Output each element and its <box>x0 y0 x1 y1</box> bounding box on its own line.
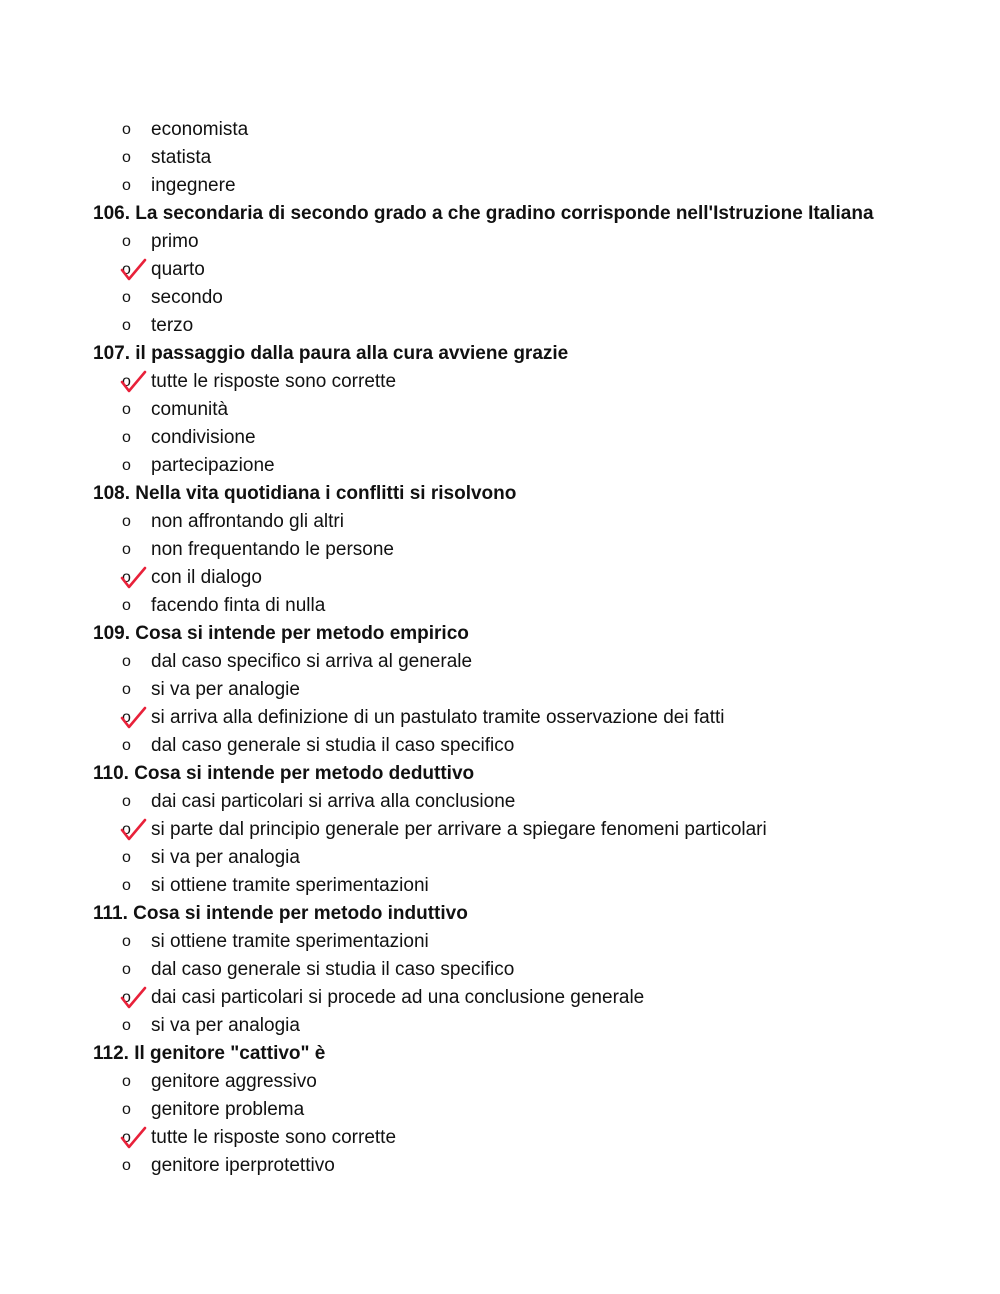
option-label: dal caso generale si studia il caso specifico <box>151 735 515 756</box>
option-label: genitore aggressivo <box>151 1071 317 1092</box>
answer-option-correct <box>0 1124 1000 1152</box>
option-label: si va per analogie <box>151 679 300 700</box>
circle-bullet-icon: o <box>122 737 131 754</box>
option-label: si arriva alla definizione di un pastulato tramite osservazione dei fatti <box>151 707 725 728</box>
option-label: terzo <box>151 315 194 336</box>
circle-bullet-icon: o <box>122 961 131 978</box>
circle-bullet-icon: o <box>122 457 131 474</box>
circle-bullet-icon: o <box>122 373 131 390</box>
answer-option <box>0 172 1000 200</box>
answer-option <box>0 424 1000 452</box>
circle-bullet-icon: o <box>122 149 131 166</box>
option-label: quarto <box>151 259 205 280</box>
answer-option <box>0 1152 1000 1180</box>
answer-option-correct <box>0 704 1000 732</box>
circle-bullet-icon: o <box>122 1017 131 1034</box>
answer-option-correct <box>0 984 1000 1012</box>
answer-option <box>0 956 1000 984</box>
circle-bullet-icon: o <box>122 681 131 698</box>
option-label: si ottiene tramite sperimentazioni <box>151 875 429 896</box>
question-heading: 111. Cosa si intende per metodo induttivo <box>93 903 468 924</box>
answer-option-correct <box>0 368 1000 396</box>
option-label: si parte dal principio generale per arrivare a spiegare fenomeni particolari <box>151 819 767 840</box>
circle-bullet-icon: o <box>122 1101 131 1118</box>
answer-option <box>0 788 1000 816</box>
option-label: secondo <box>151 287 223 308</box>
circle-bullet-icon: o <box>122 821 131 838</box>
answer-option <box>0 228 1000 256</box>
circle-bullet-icon: o <box>122 709 131 726</box>
answer-option <box>0 396 1000 424</box>
question-heading: 106. La secondaria di secondo grado a che gradino corrisponde nell'Istruzione Italiana <box>93 203 874 224</box>
answer-option-correct <box>0 816 1000 844</box>
red-checkmark-icon <box>118 986 148 1010</box>
option-label: tutte le risposte sono corrette <box>151 371 397 392</box>
circle-bullet-icon: o <box>122 401 131 418</box>
circle-bullet-icon: o <box>122 989 131 1006</box>
circle-bullet-icon: o <box>122 933 131 950</box>
red-checkmark-icon <box>118 566 148 590</box>
answer-option <box>0 732 1000 760</box>
option-label: tutte le risposte sono corrette <box>151 1127 397 1148</box>
question-heading: 112. Il genitore "cattivo" è <box>93 1043 326 1064</box>
answer-option <box>0 536 1000 564</box>
option-label: ingegnere <box>151 175 236 196</box>
circle-bullet-icon: o <box>122 541 131 558</box>
answer-option <box>0 872 1000 900</box>
circle-bullet-icon: o <box>122 877 131 894</box>
option-label: non frequentando le persone <box>151 539 394 560</box>
circle-bullet-icon: o <box>122 1129 131 1146</box>
question-heading: 110. Cosa si intende per metodo deduttivo <box>93 763 475 784</box>
option-label: con il dialogo <box>151 567 262 588</box>
answer-option-correct <box>0 564 1000 592</box>
circle-bullet-icon: o <box>122 1157 131 1174</box>
answer-option <box>0 1012 1000 1040</box>
answer-option <box>0 116 1000 144</box>
answer-option <box>0 144 1000 172</box>
circle-bullet-icon: o <box>122 121 131 138</box>
circle-bullet-icon: o <box>122 429 131 446</box>
answer-option <box>0 284 1000 312</box>
answer-option <box>0 312 1000 340</box>
circle-bullet-icon: o <box>122 233 131 250</box>
answer-option <box>0 1096 1000 1124</box>
answer-option <box>0 676 1000 704</box>
circle-bullet-icon: o <box>122 569 131 586</box>
option-label: economista <box>151 119 249 140</box>
option-label: genitore problema <box>151 1099 305 1120</box>
option-label: comunità <box>151 399 229 420</box>
circle-bullet-icon: o <box>122 597 131 614</box>
red-checkmark-icon <box>118 818 148 842</box>
option-label: primo <box>151 231 199 252</box>
red-checkmark-icon <box>118 706 148 730</box>
option-label: genitore iperprotettivo <box>151 1155 335 1176</box>
option-label: partecipazione <box>151 455 275 476</box>
option-label: si va per analogia <box>151 847 300 868</box>
option-label: si ottiene tramite sperimentazioni <box>151 931 429 952</box>
option-label: si va per analogia <box>151 1015 300 1036</box>
option-label: facendo finta di nulla <box>151 595 326 616</box>
option-label: dai casi particolari si arriva alla conclusione <box>151 791 516 812</box>
option-label: condivisione <box>151 427 256 448</box>
option-label: dai casi particolari si procede ad una conclusione generale <box>151 987 645 1008</box>
answer-option <box>0 452 1000 480</box>
answer-option <box>0 928 1000 956</box>
option-label: statista <box>151 147 212 168</box>
answer-option <box>0 1068 1000 1096</box>
circle-bullet-icon: o <box>122 289 131 306</box>
question-heading: 109. Cosa si intende per metodo empirico <box>93 623 469 644</box>
red-checkmark-icon <box>118 1126 148 1150</box>
option-label: non affrontando gli altri <box>151 511 344 532</box>
circle-bullet-icon: o <box>122 849 131 866</box>
question-heading: 108. Nella vita quotidiana i conflitti si risolvono <box>93 483 517 504</box>
circle-bullet-icon: o <box>122 793 131 810</box>
circle-bullet-icon: o <box>122 317 131 334</box>
answer-option <box>0 508 1000 536</box>
red-checkmark-icon <box>118 258 148 282</box>
circle-bullet-icon: o <box>122 1073 131 1090</box>
option-label: dal caso specifico si arriva al generale <box>151 651 473 672</box>
question-heading: 107. il passaggio dalla paura alla cura avviene grazie <box>93 343 569 364</box>
circle-bullet-icon: o <box>122 177 131 194</box>
circle-bullet-icon: o <box>122 513 131 530</box>
quiz-document <box>0 116 1000 1180</box>
answer-option <box>0 844 1000 872</box>
answer-option <box>0 648 1000 676</box>
option-label: dal caso generale si studia il caso specifico <box>151 959 515 980</box>
circle-bullet-icon: o <box>122 261 131 278</box>
answer-option-correct <box>0 256 1000 284</box>
circle-bullet-icon: o <box>122 653 131 670</box>
answer-option <box>0 592 1000 620</box>
red-checkmark-icon <box>118 370 148 394</box>
